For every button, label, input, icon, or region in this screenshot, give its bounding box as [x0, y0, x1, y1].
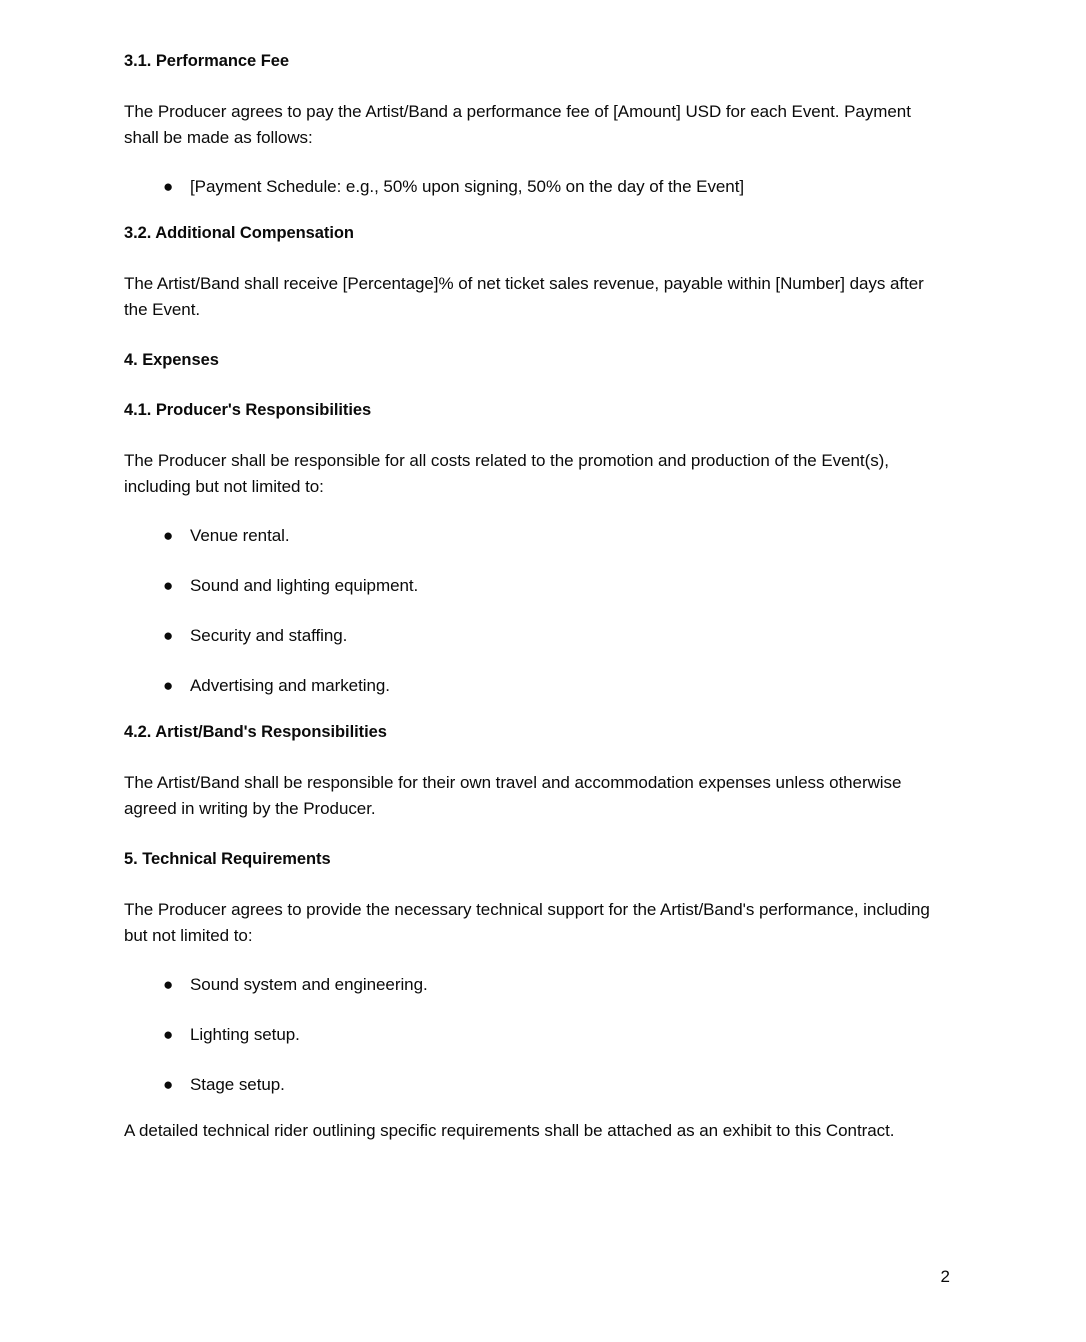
block-spacer [124, 822, 946, 846]
list-item-text: Sound and lighting equipment. [190, 576, 419, 595]
list-item [124, 174, 946, 200]
section-heading: 3.1. Performance Fee [124, 52, 289, 70]
bullet-icon: ● [163, 576, 174, 595]
bulleted-list [124, 174, 946, 200]
block-spacer [124, 151, 946, 174]
section-heading: 4.1. Producer's Responsibilities [124, 401, 372, 419]
bullet-icon: ● [163, 626, 174, 645]
block-spacer [124, 949, 946, 972]
block-spacer [124, 323, 946, 347]
bullet-icon: ● [163, 1025, 174, 1044]
list-item-text: Stage setup. [190, 1075, 285, 1094]
bullet-icon: ● [163, 1075, 174, 1094]
section-heading: 4.2. Artist/Band's Responsibilities [124, 723, 387, 741]
document-body [124, 48, 946, 1144]
list-item-text: Security and staffing. [190, 626, 348, 645]
list-item [124, 1022, 946, 1048]
block-spacer [124, 1098, 946, 1118]
page-number: 2 [940, 1267, 950, 1286]
bullet-icon: ● [163, 676, 174, 695]
bullet-icon: ● [163, 177, 174, 196]
list-item-text: Lighting setup. [190, 1025, 300, 1044]
body-paragraph: The Producer agrees to pay the Artist/Band a performance fee of [Amount] USD for each Event. Payment shall be made as follows: [124, 102, 911, 147]
section-heading: 3.2. Additional Compensation [124, 224, 354, 242]
block-spacer [124, 423, 946, 448]
list-item-text: Venue rental. [190, 526, 290, 545]
block-spacer [124, 872, 946, 897]
list-item [124, 523, 946, 549]
bulleted-list [124, 972, 946, 1098]
block-spacer [124, 500, 946, 523]
body-paragraph: A detailed technical rider outlining specific requirements shall be attached as an exhibit to this Contract. [124, 1121, 895, 1140]
bullet-icon: ● [163, 975, 174, 994]
list-item [124, 1072, 946, 1098]
body-paragraph: The Artist/Band shall be responsible for their own travel and accommodation expenses unless otherwise agreed in writing by the Producer. [124, 773, 902, 818]
section-heading: 5. Technical Requirements [124, 850, 331, 868]
block-spacer [124, 74, 946, 99]
block-spacer [124, 699, 946, 719]
body-paragraph: The Producer agrees to provide the necessary technical support for the Artist/Band's performance, including but not limited to: [124, 900, 930, 945]
bulleted-list [124, 523, 946, 699]
body-paragraph: The Artist/Band shall receive [Percentage]% of net ticket sales revenue, payable within [Number] days after the Event. [124, 274, 924, 319]
block-spacer [124, 200, 946, 220]
list-item-text: Sound system and engineering. [190, 975, 428, 994]
block-spacer [124, 246, 946, 271]
list-item [124, 623, 946, 649]
block-spacer [124, 745, 946, 770]
section-heading: 4. Expenses [124, 351, 219, 369]
list-item [124, 972, 946, 998]
list-item-text: Advertising and marketing. [190, 676, 390, 695]
block-spacer [124, 373, 946, 397]
list-item [124, 673, 946, 699]
body-paragraph: The Producer shall be responsible for all costs related to the promotion and production of the Event(s), including but not limited to: [124, 451, 889, 496]
list-item [124, 573, 946, 599]
bullet-icon: ● [163, 526, 174, 545]
list-item-text: [Payment Schedule: e.g., 50% upon signing, 50% on the day of the Event] [190, 177, 745, 196]
